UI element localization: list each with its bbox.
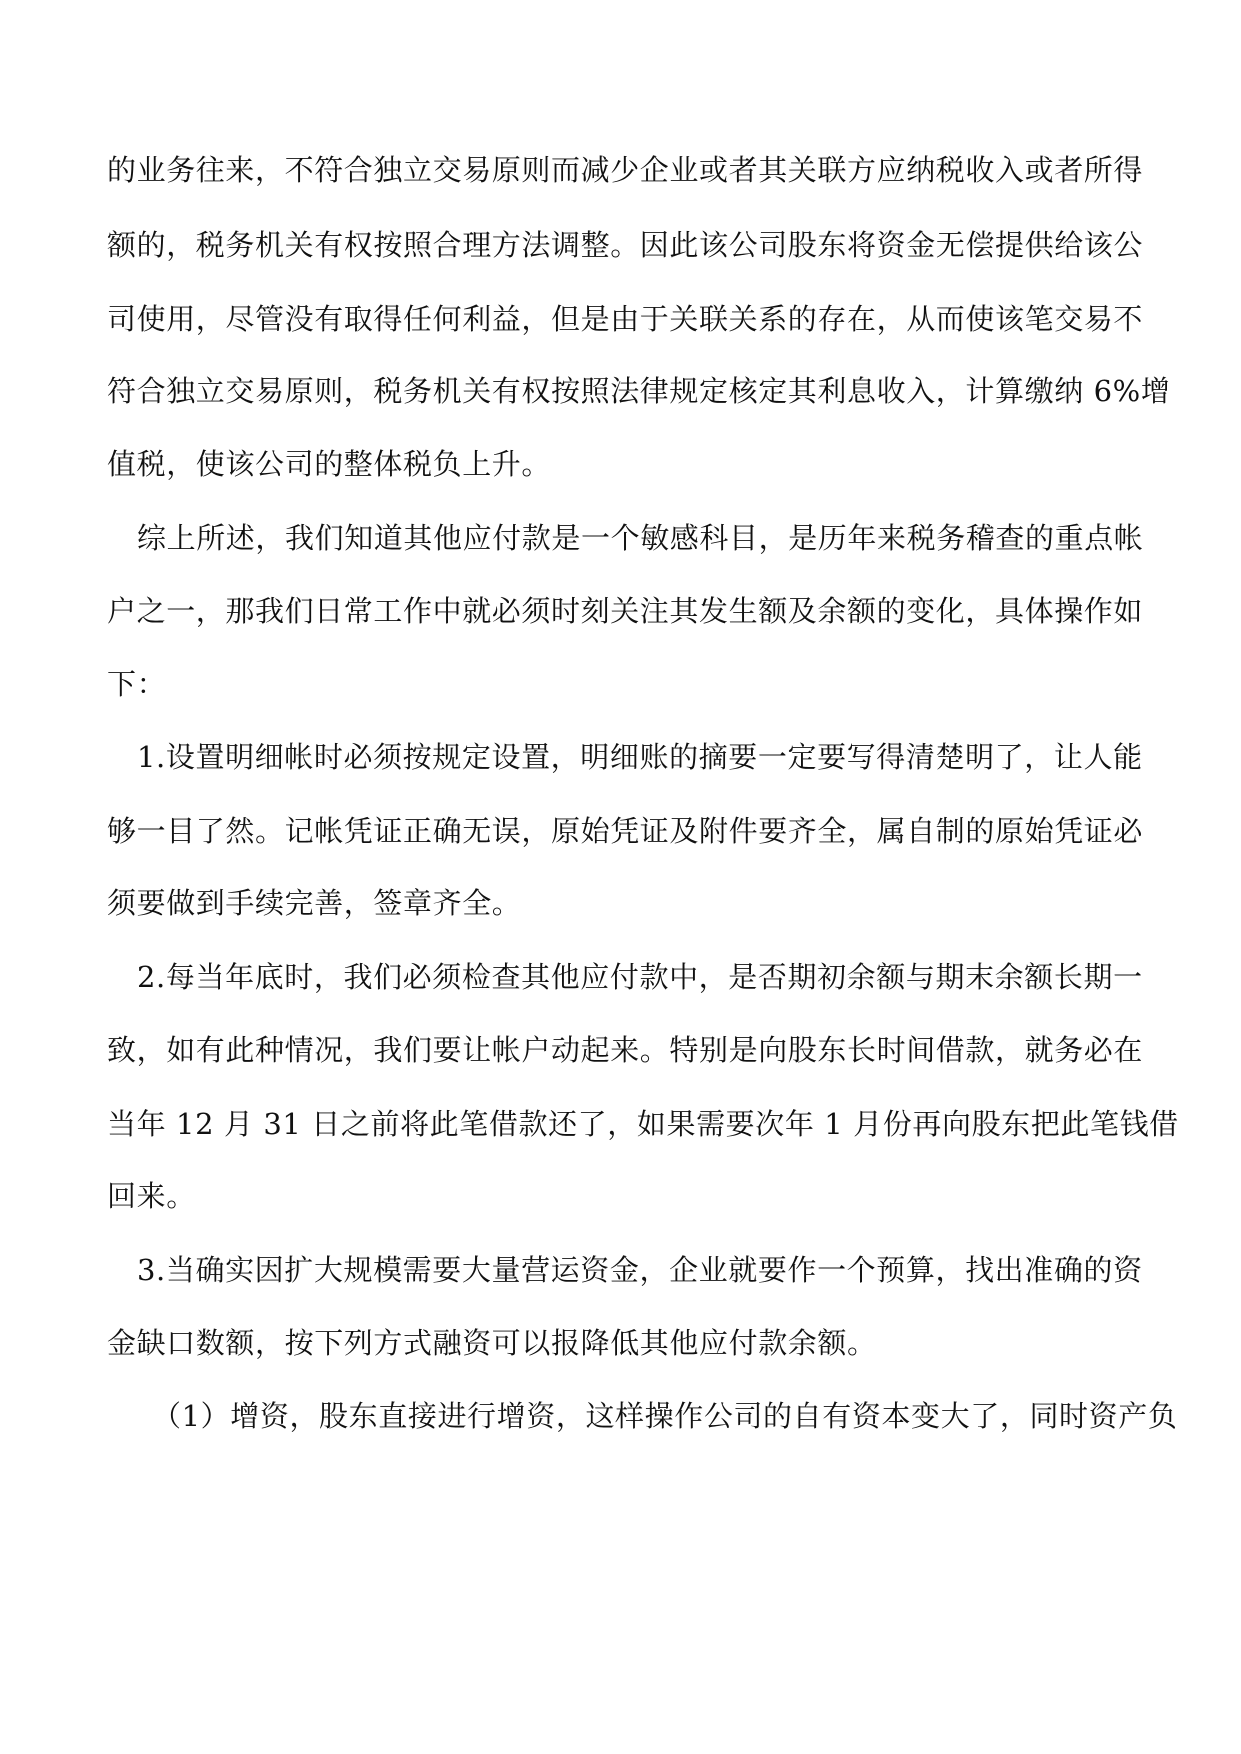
text-line: 金缺口数额，按下列方式融资可以报降低其他应付款余额。	[107, 1326, 877, 1360]
paragraph-start-line: 综上所述，我们知道其他应付款是一个敏感科目，是历年来税务稽查的重点帐	[137, 521, 1144, 555]
list-item-line: 3.当确实因扩大规模需要大量营运资金，企业就要作一个预算，找出准确的资	[137, 1253, 1143, 1287]
text-line: 户之一，那我们日常工作中就必须时刻关注其发生额及余额的变化，具体操作如	[107, 594, 1144, 628]
list-item-line: 1.设置明细帐时必须按规定设置，明细账的摘要一定要写得清楚明了，让人能	[137, 740, 1143, 774]
text-line: 的业务往来，不符合独立交易原则而减少企业或者其关联方应纳税收入或者所得	[107, 153, 1144, 187]
text-line: 回来。	[107, 1179, 196, 1213]
text-line: 符合独立交易原则，税务机关有权按照法律规定核定其利息收入，计算缴纳 6%增	[107, 374, 1171, 408]
text-line: 下：	[107, 667, 167, 701]
text-line: 额的，税务机关有权按照合理方法调整。因此该公司股东将资金无偿提供给该公	[107, 228, 1144, 262]
text-line: 须要做到手续完善，签章齐全。	[107, 886, 522, 920]
list-item-line: 2.每当年底时，我们必须检查其他应付款中，是否期初余额与期末余额长期一	[137, 960, 1143, 994]
sub-item-line: （1）增资，股东直接进行增资，这样操作公司的自有资本变大了，同时资产负	[152, 1399, 1178, 1433]
text-line: 司使用，尽管没有取得任何利益，但是由于关联关系的存在，从而使该笔交易不	[107, 302, 1144, 336]
text-line: 致，如有此种情况，我们要让帐户动起来。特别是向股东长时间借款，就务必在	[107, 1033, 1144, 1067]
text-line: 当年 12 月 31 日之前将此笔借款还了，如果需要次年 1 月份再向股东把此笔钱借	[107, 1107, 1179, 1141]
text-line: 值税，使该公司的整体税负上升。	[107, 447, 552, 481]
text-line: 够一目了然。记帐凭证正确无误，原始凭证及附件要齐全，属自制的原始凭证必	[107, 814, 1144, 848]
